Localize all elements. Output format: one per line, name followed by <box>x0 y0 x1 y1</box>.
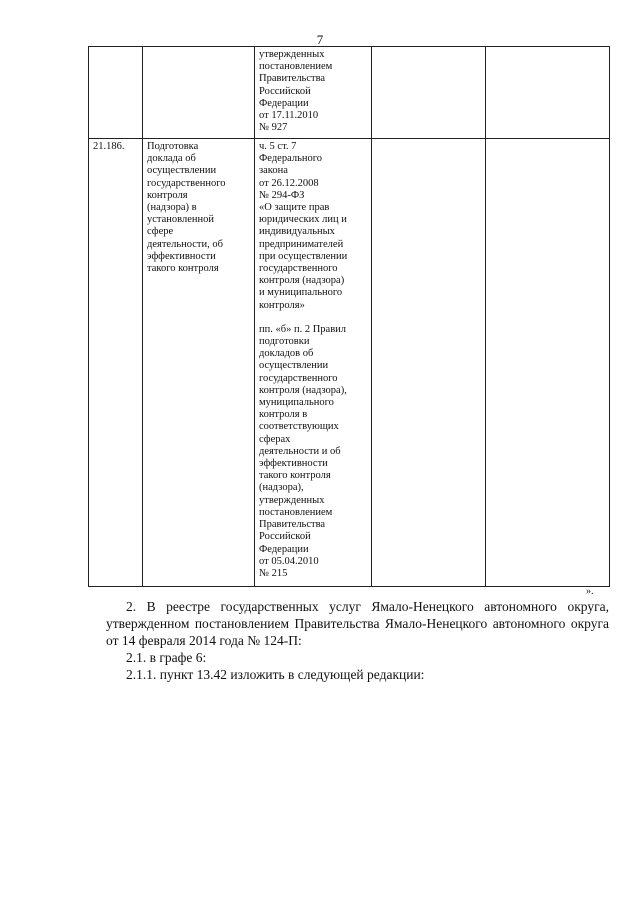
paragraph-registry-amendment: 2. В реестре государственных услуг Ямало-Ненецкого автономного округа, утвержденном постановлением Правительства Ямало-Ненецкого автономного округа от 14 февраля 2014 года № 124-П: <box>106 599 609 648</box>
registry-table <box>88 46 610 587</box>
paragraph-item-edit: 2.1.1. пункт 13.42 изложить в следующей редакции: <box>126 667 425 682</box>
table-cell-empty <box>486 139 610 587</box>
table-row <box>89 139 610 587</box>
table-cell-empty <box>486 47 610 139</box>
basis-rules-text: пп. «б» п. 2 Правил подготовки докладов об осуществлении государственного контроля (надзора), муниципального контроля в соответствующих сферах деятельности и об эффективности такого контроля (надзора), утвержденных постановлением Правительства Российской Федерации от 05.04.2010 № 215 <box>259 323 347 579</box>
table-cell-name <box>143 47 255 139</box>
table-cell-empty <box>372 139 486 587</box>
table-row <box>89 47 610 139</box>
basis-law-text: ч. 5 ст. 7 Федерального закона от 26.12.2008 № 294-ФЗ «О защите прав юридических лиц и индивидуальных предпринимателей при осуществлении государственного контроля (надзора) и муниципального контроля» <box>259 141 348 311</box>
table-cell-number <box>89 47 143 139</box>
paragraph-column-six: 2.1. в графе 6: <box>126 650 207 665</box>
table-cell-name: Подготовка доклада об осуществлении государственного контроля (надзора) в установленной сфере деятельности, об эффективности такого контроля <box>143 139 255 587</box>
table-cell-number: 21.186. <box>89 139 143 587</box>
page-number: 7 <box>316 32 324 47</box>
table-cell-basis <box>255 139 372 587</box>
table-cell-empty <box>372 47 486 139</box>
table-cell-basis: утвержденных постановлением Правительства Российской Федерации от 17.11.2010 № 927 <box>255 47 372 139</box>
closing-quote: ». <box>586 586 594 597</box>
